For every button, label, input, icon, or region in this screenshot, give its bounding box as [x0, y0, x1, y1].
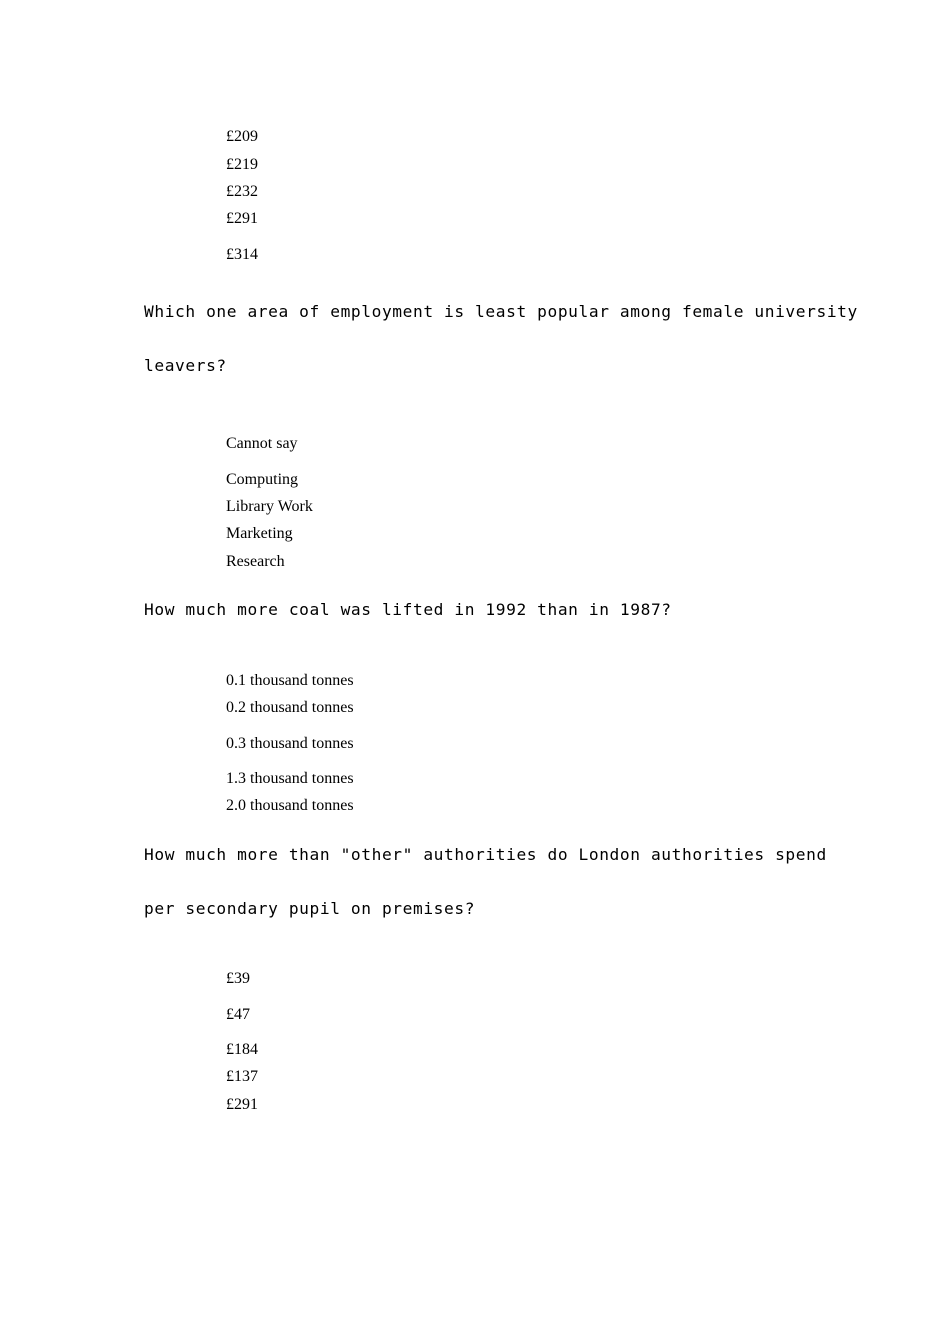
- answer-option[interactable]: 2.0 thousand tonnes: [226, 797, 354, 814]
- question-text: How much more than "other" authorities do London authorities spend: [144, 845, 827, 864]
- answer-option[interactable]: 1.3 thousand tonnes: [226, 770, 354, 787]
- answer-option[interactable]: £291: [226, 210, 258, 227]
- answer-option[interactable]: £209: [226, 128, 258, 145]
- answer-option[interactable]: £314: [226, 246, 258, 263]
- answer-option[interactable]: £219: [226, 156, 258, 173]
- answer-option[interactable]: Cannot say: [226, 435, 298, 452]
- question-text: Which one area of employment is least popular among female university: [144, 302, 858, 321]
- answer-option[interactable]: £39: [226, 970, 250, 987]
- answer-option[interactable]: 0.3 thousand tonnes: [226, 735, 354, 752]
- answer-option[interactable]: £47: [226, 1006, 250, 1023]
- answer-option[interactable]: £184: [226, 1041, 258, 1058]
- question-text: per secondary pupil on premises?: [144, 899, 476, 918]
- answer-option[interactable]: Research: [226, 553, 285, 570]
- answer-option[interactable]: £137: [226, 1068, 258, 1085]
- answer-option[interactable]: £291: [226, 1096, 258, 1113]
- answer-option[interactable]: Marketing: [226, 525, 293, 542]
- question-text: leavers?: [144, 356, 227, 375]
- answer-option[interactable]: 0.2 thousand tonnes: [226, 699, 354, 716]
- answer-option[interactable]: £232: [226, 183, 258, 200]
- answer-option[interactable]: 0.1 thousand tonnes: [226, 672, 354, 689]
- answer-option[interactable]: Library Work: [226, 498, 313, 515]
- question-text: How much more coal was lifted in 1992 than in 1987?: [144, 600, 672, 619]
- answer-option[interactable]: Computing: [226, 471, 299, 488]
